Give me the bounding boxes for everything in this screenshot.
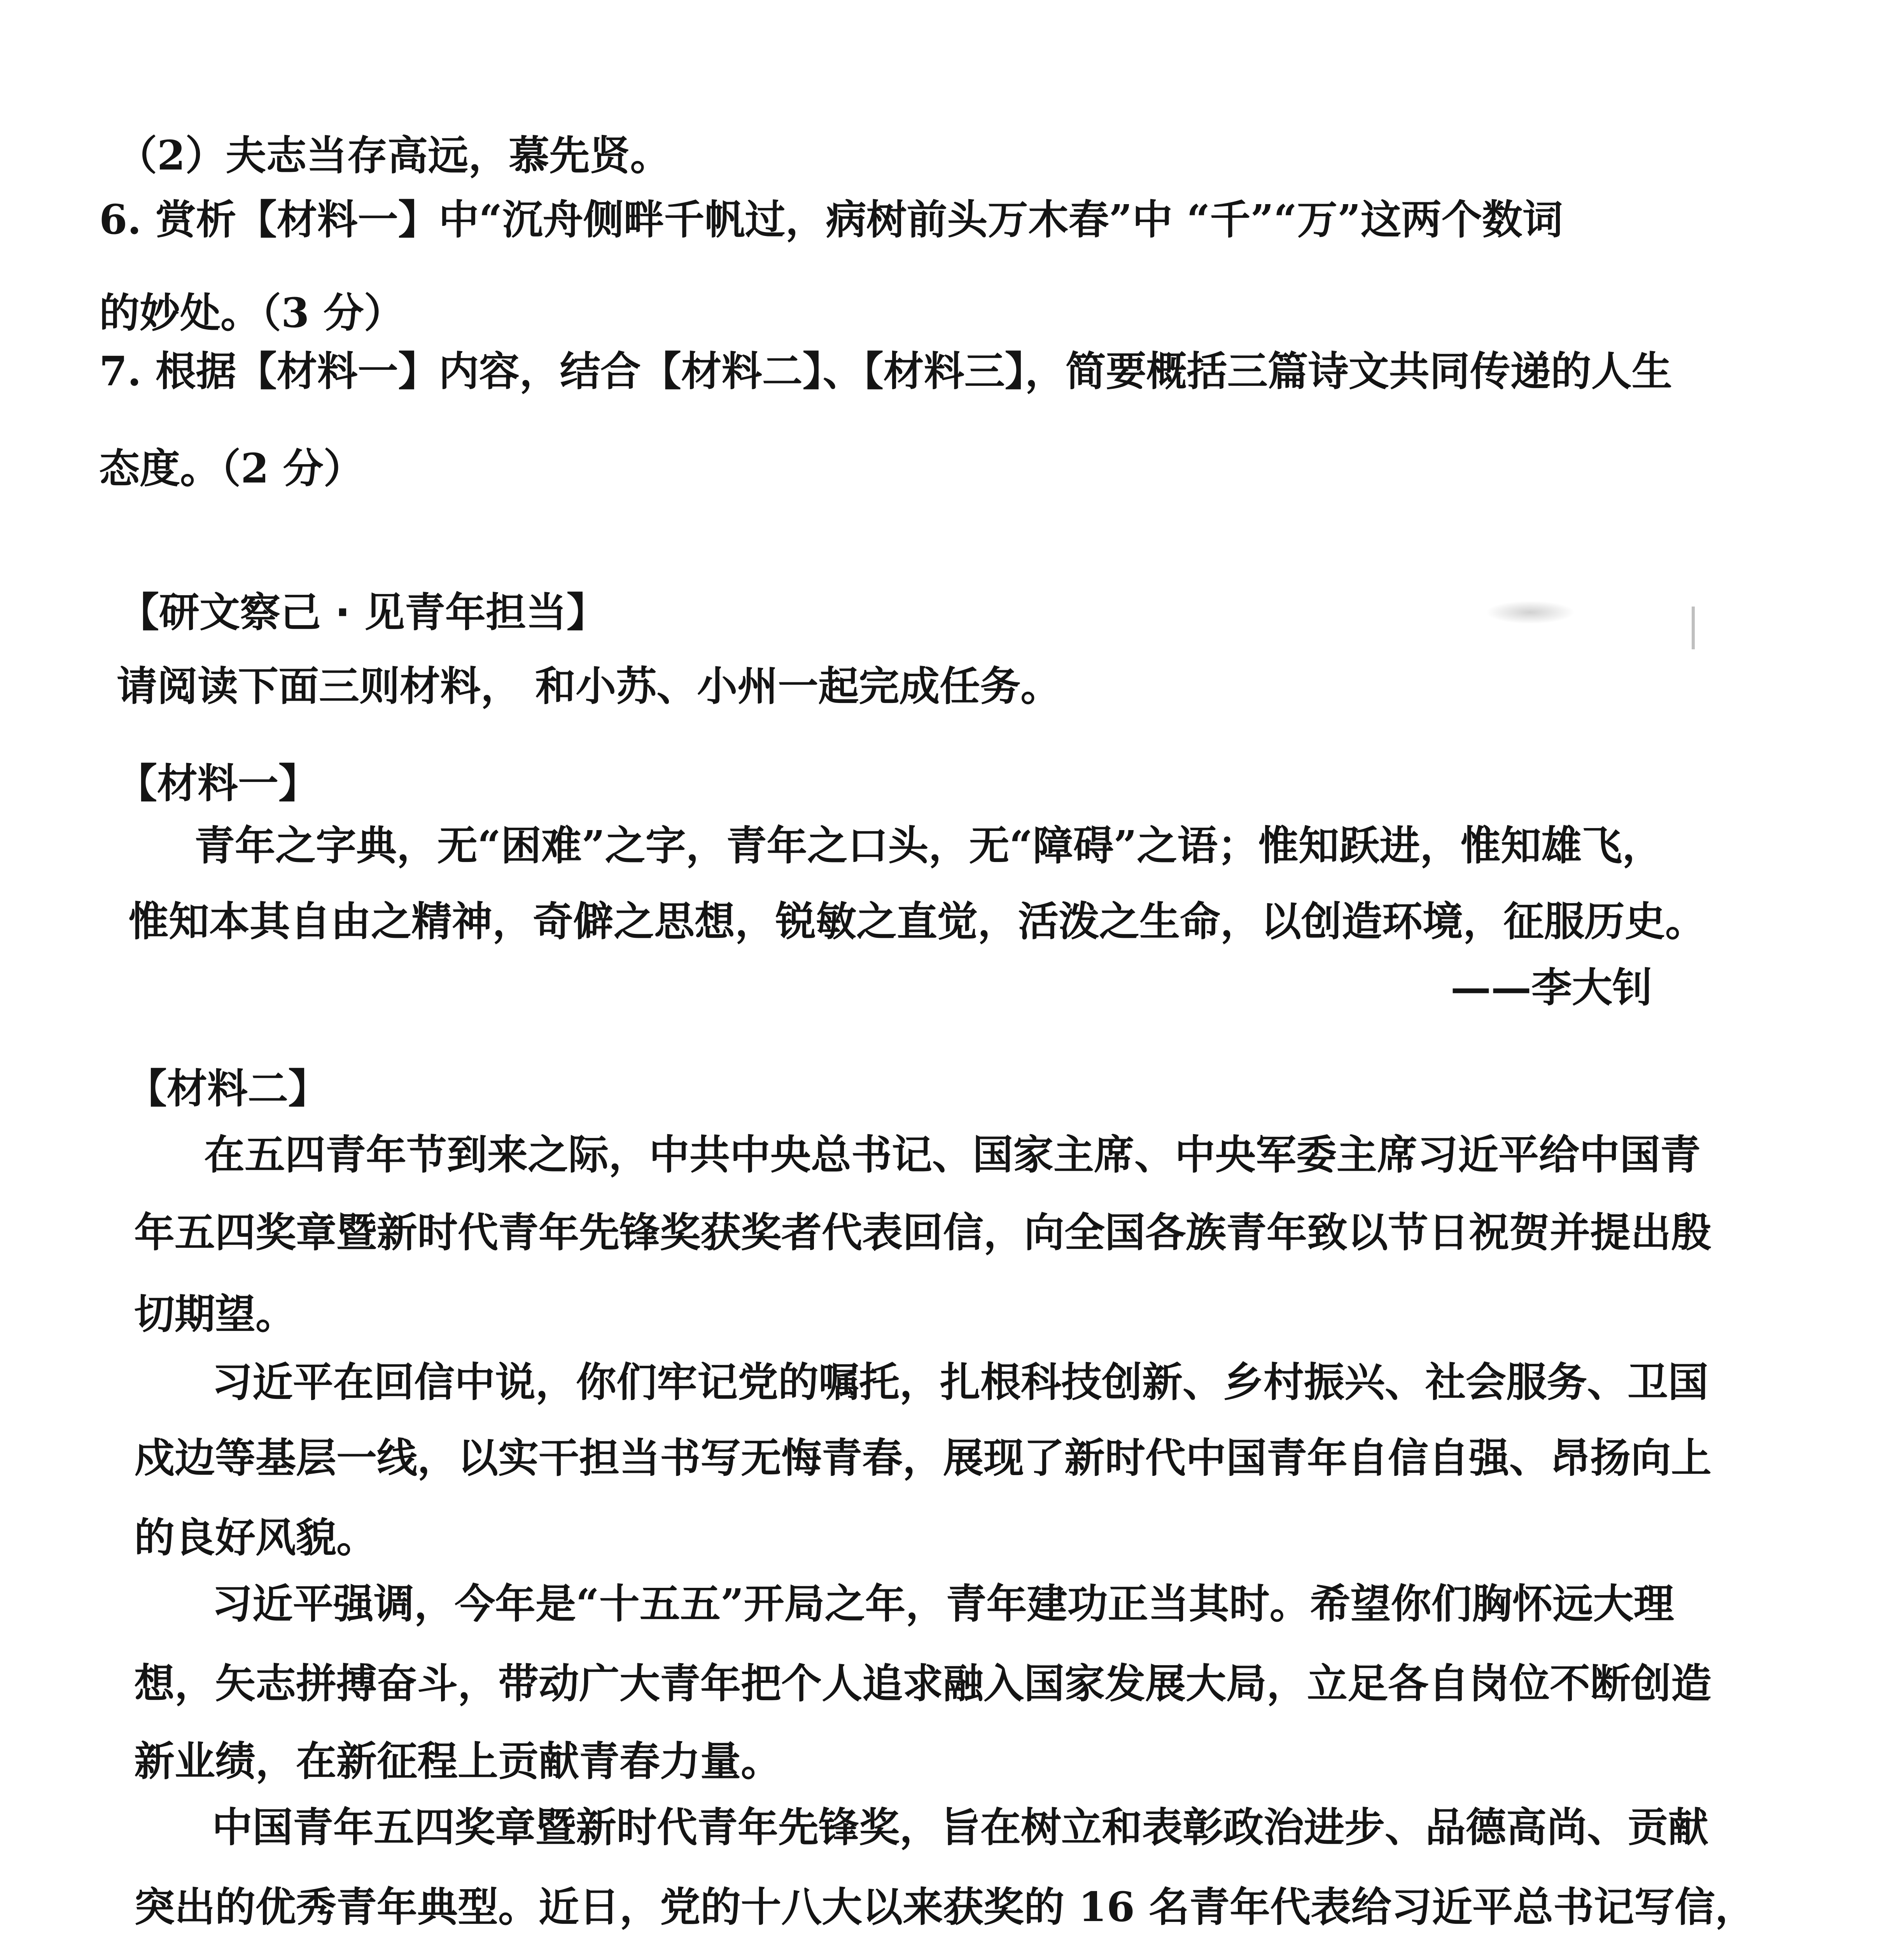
material-2-line-1: 在五四青年节到来之际，中共中央总书记、国家主席、中央军委主席习近平给中国青 bbox=[204, 1131, 1701, 1178]
question-5-item-2: （2）夫志当存高远，慕先贤。 bbox=[117, 131, 671, 179]
question-7-line-2: 态度。（2 分） bbox=[99, 444, 364, 492]
material-2-line-10: 中国青年五四奖章暨新时代青年先锋奖，旨在树立和表彰政治进步、品德高尚、贡献 bbox=[212, 1803, 1709, 1851]
section-heading: 【研文察己 · 见青年担当】 bbox=[119, 589, 607, 636]
scan-edge-mark bbox=[1692, 607, 1695, 649]
material-2-line-11: 突出的优秀青年典型。近日，党的十八大以来获奖的 16 名青年代表给习近平总书记写信， bbox=[134, 1883, 1756, 1931]
material-2-line-3: 切期望。 bbox=[134, 1290, 296, 1338]
material-1-attribution: ——李大钊 bbox=[1451, 963, 1653, 1011]
question-6-line-1: 6. 赏析【材料一】中“沉舟侧畔千帆过，病树前头万木春”中 “千”“万”这两个数词 bbox=[99, 196, 1563, 243]
material-2-line-5: 戍边等基层一线，以实干担当书写无悔青春，展现了新时代中国青年自信自强、昂扬向上 bbox=[134, 1434, 1712, 1482]
question-7-line-1: 7. 根据【材料一】内容，结合【材料二】、【材料三】，简要概括三篇诗文共同传递的人生 bbox=[99, 347, 1672, 395]
material-1-heading: 【材料一】 bbox=[117, 760, 319, 807]
material-2-line-6: 的良好风貌。 bbox=[134, 1514, 377, 1561]
question-6-line-2: 的妙处。（3 分） bbox=[99, 289, 404, 337]
scan-smudge bbox=[1486, 601, 1575, 624]
material-1-line-1: 青年之字典，无“困难”之字，青年之口头，无“障碍”之语；惟知跃进，惟知雄飞， bbox=[194, 822, 1663, 869]
material-2-heading: 【材料二】 bbox=[126, 1065, 329, 1112]
material-1-line-2: 惟知本其自由之精神，奇僻之思想，锐敏之直觉，活泼之生命，以创造环境，征服历史。 bbox=[128, 897, 1706, 945]
material-2-line-4: 习近平在回信中说，你们牢记党的嘱托，扎根科技创新、乡村振兴、社会服务、卫国 bbox=[212, 1358, 1709, 1406]
material-2-line-8: 想，矢志拼搏奋斗，带动广大青年把个人追求融入国家发展大局，立足各自岗位不断创造 bbox=[134, 1659, 1712, 1707]
reading-instruction: 请阅读下面三则材料， 和小苏、小州一起完成任务。 bbox=[117, 662, 1061, 710]
material-2-line-2: 年五四奖章暨新时代青年先锋奖获奖者代表回信，向全国各族青年致以节日祝贺并提出殷 bbox=[134, 1208, 1712, 1256]
material-2-line-7: 习近平强调，今年是“十五五”开局之年，青年建功正当其时。希望你们胸怀远大理 bbox=[212, 1580, 1674, 1628]
material-2-line-9: 新业绩，在新征程上贡献青春力量。 bbox=[134, 1737, 782, 1785]
